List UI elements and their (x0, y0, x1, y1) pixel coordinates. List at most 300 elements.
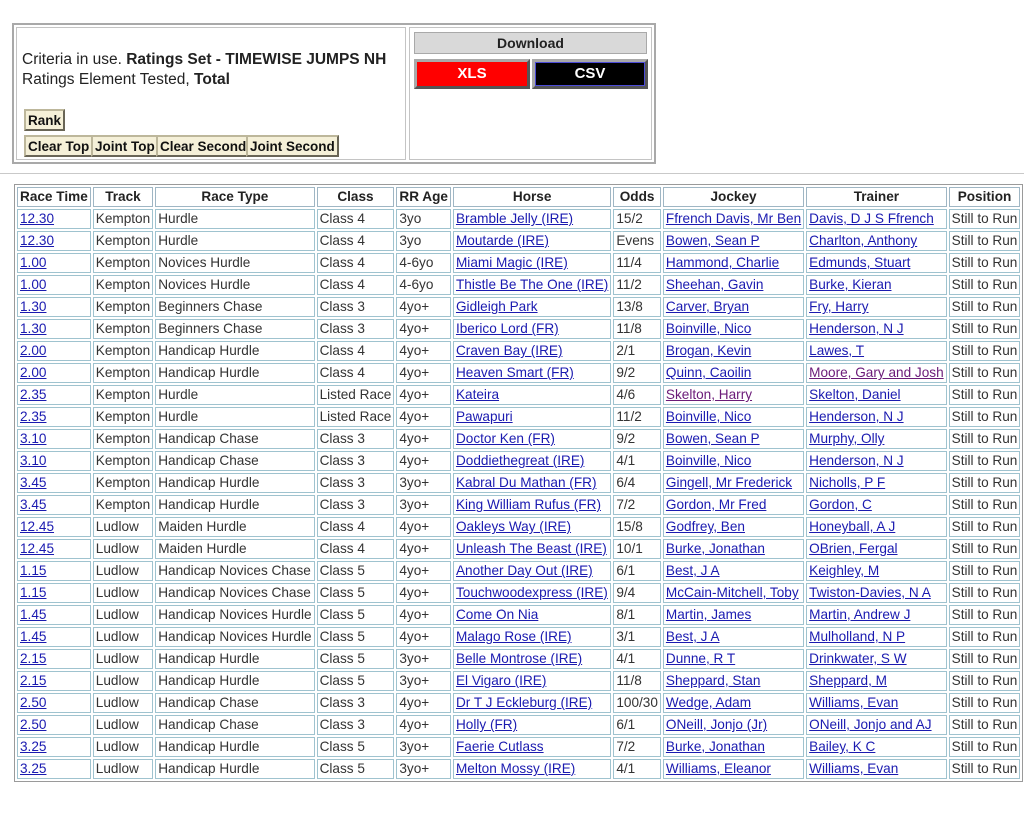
class-cell: Class 4 (317, 517, 395, 537)
jockey-link[interactable]: Sheppard, Stan (665, 673, 761, 688)
table-row (17, 671, 1020, 691)
position-cell: Still to Run (949, 407, 1021, 427)
jockey-link[interactable]: Godfrey, Ben (665, 519, 745, 534)
jockey-cell (663, 627, 804, 647)
race-type-cell: Handicap Hurdle (155, 341, 314, 361)
track-cell: Ludlow (93, 539, 153, 559)
jockey-cell (663, 341, 804, 361)
jockey-link[interactable]: Bowen, Sean P (665, 233, 760, 248)
jockey-link[interactable]: Gordon, Mr Fred (665, 497, 767, 512)
horse-link[interactable]: Come On Nia (455, 607, 539, 622)
jockey-link[interactable]: McCain-Mitchell, Toby (665, 585, 799, 600)
class-cell: Class 3 (317, 319, 395, 339)
horse-cell (453, 693, 611, 713)
class-cell: Class 4 (317, 275, 395, 295)
track-cell: Kempton (93, 495, 153, 515)
race-time-cell (17, 253, 91, 273)
odds-cell: 11/8 (613, 671, 661, 691)
trainer-link[interactable]: ONeill, Jonjo and AJ (809, 717, 932, 732)
race-type-cell: Beginners Chase (155, 319, 314, 339)
race-time-link[interactable]: 2.35 (20, 409, 47, 424)
race-time-cell (17, 561, 91, 581)
race-type-cell: Hurdle (155, 407, 314, 427)
horse-link[interactable]: Thistle Be The One (IRE) (455, 277, 609, 292)
jockey-link[interactable]: Gingell, Mr Frederick (665, 475, 793, 490)
class-cell: Class 3 (317, 451, 395, 471)
trainer-link[interactable]: Fry, Harry (809, 299, 869, 314)
horse-cell (453, 363, 611, 383)
race-time-link[interactable]: 3.45 (20, 475, 47, 490)
race-time-link[interactable]: 3.25 (20, 761, 47, 776)
trainer-link[interactable]: Martin, Andrew J (809, 607, 911, 622)
jockey-cell (663, 209, 804, 229)
jockey-cell (663, 451, 804, 471)
jockey-cell (663, 253, 804, 273)
horse-cell (453, 737, 611, 757)
jockey-link[interactable]: Brogan, Kevin (665, 343, 752, 358)
race-time-cell (17, 605, 91, 625)
jockey-link[interactable]: Dunne, R T (665, 651, 736, 666)
jockey-link[interactable]: Boinville, Nico (665, 409, 752, 424)
criteria-info (16, 27, 406, 160)
race-time-link[interactable]: 3.10 (20, 453, 47, 468)
horse-link[interactable]: Iberico Lord (FR) (455, 321, 559, 336)
horse-cell (453, 319, 611, 339)
odds-cell: 7/2 (613, 737, 661, 757)
table-row (17, 253, 1020, 273)
rr-age-cell: 4yo+ (396, 517, 451, 537)
jockey-link[interactable]: Ffrench Davis, Mr Ben (665, 211, 802, 226)
race-time-link[interactable]: 2.50 (20, 695, 47, 710)
horse-cell (453, 605, 611, 625)
race-time-cell (17, 759, 91, 779)
jockey-link[interactable]: Hammond, Charlie (665, 255, 780, 270)
race-type-cell: Hurdle (155, 385, 314, 405)
track-cell: Ludlow (93, 693, 153, 713)
position-cell: Still to Run (949, 473, 1021, 493)
odds-cell: 6/4 (613, 473, 661, 493)
trainer-cell (806, 737, 947, 757)
jockey-cell (663, 737, 804, 757)
position-cell: Still to Run (949, 297, 1021, 317)
trainer-cell (806, 715, 947, 735)
trainer-link[interactable]: Bailey, K C (809, 739, 876, 754)
race-time-link[interactable]: 12.30 (20, 233, 55, 248)
trainer-cell (806, 297, 947, 317)
track-cell: Ludlow (93, 715, 153, 735)
jockey-cell (663, 275, 804, 295)
rr-age-cell: 3yo+ (396, 737, 451, 757)
race-type-cell: Hurdle (155, 209, 314, 229)
race-time-link[interactable]: 3.10 (20, 431, 47, 446)
race-time-link[interactable]: 12.45 (20, 519, 55, 534)
rr-age-cell: 4-6yo (396, 275, 451, 295)
jockey-cell (663, 715, 804, 735)
race-type-cell: Handicap Hurdle (155, 495, 314, 515)
race-time-cell (17, 583, 91, 603)
race-time-link[interactable]: 1.45 (20, 607, 47, 622)
race-type-cell: Handicap Novices Hurdle (155, 605, 314, 625)
class-cell: Class 3 (317, 473, 395, 493)
trainer-cell (806, 319, 947, 339)
clear-second-button[interactable]: Clear Second (156, 135, 250, 157)
jockey-link[interactable]: Skelton, Harry (665, 387, 753, 402)
trainer-link[interactable]: Nicholls, P F (809, 475, 886, 490)
odds-cell: 100/30 (613, 693, 661, 713)
rr-age-cell: 3yo+ (396, 759, 451, 779)
horse-cell (453, 429, 611, 449)
race-time-link[interactable]: 2.00 (20, 365, 47, 380)
jockey-link[interactable]: Burke, Jonathan (665, 541, 765, 556)
race-time-cell (17, 737, 91, 757)
trainer-cell (806, 253, 947, 273)
trainer-link[interactable]: Williams, Evan (809, 695, 899, 710)
track-cell: Ludlow (93, 737, 153, 757)
track-cell: Kempton (93, 231, 153, 251)
race-time-cell (17, 209, 91, 229)
race-time-link[interactable]: 2.35 (20, 387, 47, 402)
trainer-cell (806, 539, 947, 559)
race-time-cell (17, 539, 91, 559)
jockey-link[interactable]: Boinville, Nico (665, 321, 752, 336)
race-time-link[interactable]: 12.45 (20, 541, 55, 556)
joint-second-button[interactable]: Joint Second (246, 135, 339, 157)
race-time-link[interactable]: 2.15 (20, 651, 47, 666)
class-cell: Class 5 (317, 649, 395, 669)
jockey-cell (663, 385, 804, 405)
class-cell: Class 5 (317, 671, 395, 691)
rr-age-cell: 4-6yo (396, 253, 451, 273)
trainer-link[interactable]: Skelton, Daniel (809, 387, 901, 402)
horse-link[interactable]: Bramble Jelly (IRE) (455, 211, 574, 226)
race-time-link[interactable]: 1.15 (20, 585, 47, 600)
horse-link[interactable]: Gidleigh Park (455, 299, 538, 314)
track-cell: Ludlow (93, 627, 153, 647)
odds-cell: Evens (613, 231, 661, 251)
trainer-link[interactable]: Charlton, Anthony (809, 233, 918, 248)
jockey-link[interactable]: Sheehan, Gavin (665, 277, 764, 292)
race-time-link[interactable]: 1.30 (20, 321, 47, 336)
track-cell: Ludlow (93, 671, 153, 691)
horse-cell (453, 473, 611, 493)
class-cell: Class 3 (317, 297, 395, 317)
table-row (17, 759, 1020, 779)
rr-age-cell: 3yo+ (396, 473, 451, 493)
header-race-time: Race Time (17, 187, 91, 207)
trainer-link[interactable]: Drinkwater, S W (809, 651, 907, 666)
race-time-link[interactable]: 2.50 (20, 717, 47, 732)
horse-link[interactable]: Dr T J Eckleburg (IRE) (455, 695, 593, 710)
table-body (17, 209, 1020, 779)
trainer-link[interactable]: Henderson, N J (809, 321, 904, 336)
odds-cell: 9/2 (613, 429, 661, 449)
position-cell: Still to Run (949, 253, 1021, 273)
position-cell: Still to Run (949, 429, 1021, 449)
trainer-cell (806, 451, 947, 471)
trainer-link[interactable]: Lawes, T (809, 343, 865, 358)
trainer-cell (806, 605, 947, 625)
odds-cell: 13/8 (613, 297, 661, 317)
horse-link[interactable]: Pawapuri (455, 409, 513, 424)
trainer-link[interactable]: Davis, D J S Ffrench (809, 211, 934, 226)
csv-download-button[interactable]: CSV (532, 59, 648, 89)
jockey-cell (663, 649, 804, 669)
race-time-link[interactable]: 1.00 (20, 277, 47, 292)
horse-cell (453, 649, 611, 669)
divider (0, 173, 1024, 174)
trainer-link[interactable]: Mulholland, N P (809, 629, 906, 644)
horse-link[interactable]: Heaven Smart (FR) (455, 365, 574, 380)
odds-cell: 15/8 (613, 517, 661, 537)
position-cell: Still to Run (949, 319, 1021, 339)
horse-link[interactable]: Kateira (455, 387, 500, 402)
track-cell: Kempton (93, 297, 153, 317)
horse-link[interactable]: Faerie Cutlass (455, 739, 544, 754)
table-row (17, 627, 1020, 647)
horse-link[interactable]: Melton Mossy (IRE) (455, 761, 576, 776)
race-type-cell: Handicap Hurdle (155, 737, 314, 757)
position-cell: Still to Run (949, 627, 1021, 647)
track-cell: Ludlow (93, 759, 153, 779)
race-time-link[interactable]: 12.30 (20, 211, 55, 226)
header-position: Position (949, 187, 1021, 207)
jockey-cell (663, 231, 804, 251)
track-cell: Ludlow (93, 561, 153, 581)
jockey-link[interactable]: Best, J A (665, 629, 720, 644)
track-cell: Kempton (93, 429, 153, 449)
horse-link[interactable]: Oakleys Way (IRE) (455, 519, 572, 534)
rr-age-cell: 4yo+ (396, 693, 451, 713)
trainer-link[interactable]: Keighley, M (809, 563, 880, 578)
trainer-cell (806, 693, 947, 713)
jockey-link[interactable]: Martin, James (665, 607, 752, 622)
class-cell: Class 4 (317, 253, 395, 273)
table-row (17, 429, 1020, 449)
jockey-cell (663, 363, 804, 383)
table-row (17, 583, 1020, 603)
rr-age-cell: 4yo+ (396, 363, 451, 383)
horse-cell (453, 583, 611, 603)
header-race-type: Race Type (155, 187, 314, 207)
header-track: Track (93, 187, 153, 207)
table-row (17, 715, 1020, 735)
race-time-link[interactable]: 1.30 (20, 299, 47, 314)
horse-link[interactable]: Doddiethegreat (IRE) (455, 453, 585, 468)
race-time-cell (17, 407, 91, 427)
race-type-cell: Handicap Novices Chase (155, 583, 314, 603)
track-cell: Kempton (93, 341, 153, 361)
track-cell: Ludlow (93, 583, 153, 603)
jockey-link[interactable]: Wedge, Adam (665, 695, 752, 710)
horse-link[interactable]: Belle Montrose (IRE) (455, 651, 583, 666)
race-time-cell (17, 451, 91, 471)
clear-top-button[interactable]: Clear Top (24, 135, 93, 157)
trainer-cell (806, 429, 947, 449)
trainer-cell (806, 209, 947, 229)
trainer-link[interactable]: Twiston-Davies, N A (809, 585, 931, 600)
trainer-link[interactable]: Moore, Gary and Josh (809, 365, 944, 380)
trainer-cell (806, 627, 947, 647)
rr-age-cell: 3yo (396, 209, 451, 229)
horse-link[interactable]: Kabral Du Mathan (FR) (455, 475, 597, 490)
horse-link[interactable]: Craven Bay (IRE) (455, 343, 563, 358)
trainer-cell (806, 407, 947, 427)
criteria-label: Criteria in use. (22, 51, 127, 68)
trainer-link[interactable]: Gordon, C (809, 497, 872, 512)
class-cell: Class 3 (317, 715, 395, 735)
trainer-link[interactable]: Sheppard, M (809, 673, 887, 688)
criteria-panel (12, 23, 656, 164)
horse-link[interactable]: Doctor Ken (FR) (455, 431, 555, 446)
rr-age-cell: 4yo+ (396, 319, 451, 339)
table-row (17, 649, 1020, 669)
rr-age-cell: 4yo+ (396, 561, 451, 581)
race-type-cell: Beginners Chase (155, 297, 314, 317)
trainer-link[interactable]: Burke, Kieran (809, 277, 892, 292)
odds-cell: 9/4 (613, 583, 661, 603)
download-title: Download (414, 32, 647, 54)
track-cell: Ludlow (93, 517, 153, 537)
trainer-link[interactable]: Honeyball, A J (809, 519, 896, 534)
position-cell: Still to Run (949, 605, 1021, 625)
jockey-link[interactable]: ONeill, Jonjo (Jr) (665, 717, 768, 732)
position-cell: Still to Run (949, 209, 1021, 229)
race-time-link[interactable]: 1.15 (20, 563, 47, 578)
trainer-link[interactable]: Murphy, Olly (809, 431, 885, 446)
race-time-cell (17, 231, 91, 251)
race-type-cell: Handicap Novices Chase (155, 561, 314, 581)
jockey-cell (663, 671, 804, 691)
trainer-link[interactable]: Henderson, N J (809, 453, 904, 468)
table-row (17, 231, 1020, 251)
horse-cell (453, 539, 611, 559)
jockey-link[interactable]: Boinville, Nico (665, 453, 752, 468)
horse-link[interactable]: Unleash The Beast (IRE) (455, 541, 607, 556)
table-row (17, 275, 1020, 295)
race-time-cell (17, 275, 91, 295)
horse-link[interactable]: El Vigaro (IRE) (455, 673, 547, 688)
class-cell: Class 4 (317, 539, 395, 559)
trainer-link[interactable]: Williams, Evan (809, 761, 899, 776)
race-time-link[interactable]: 3.45 (20, 497, 47, 512)
horse-cell (453, 495, 611, 515)
odds-cell: 11/8 (613, 319, 661, 339)
horse-link[interactable]: King William Rufus (FR) (455, 497, 601, 512)
race-type-cell: Handicap Hurdle (155, 759, 314, 779)
race-time-cell (17, 385, 91, 405)
position-cell: Still to Run (949, 737, 1021, 757)
track-cell: Ludlow (93, 649, 153, 669)
jockey-link[interactable]: Williams, Eleanor (665, 761, 771, 776)
odds-cell: 8/1 (613, 605, 661, 625)
table-row (17, 407, 1020, 427)
trainer-link[interactable]: Edmunds, Stuart (809, 255, 911, 270)
rr-age-cell: 4yo+ (396, 297, 451, 317)
header-odds: Odds (613, 187, 661, 207)
race-type-cell: Handicap Hurdle (155, 473, 314, 493)
race-time-cell (17, 297, 91, 317)
class-cell: Class 4 (317, 209, 395, 229)
element-label: Ratings Element Tested, (22, 71, 195, 88)
trainer-link[interactable]: OBrien, Fergal (809, 541, 898, 556)
odds-cell: 10/1 (613, 539, 661, 559)
position-cell: Still to Run (949, 517, 1021, 537)
horse-link[interactable]: Holly (FR) (455, 717, 518, 732)
race-type-cell: Handicap Chase (155, 693, 314, 713)
position-cell: Still to Run (949, 385, 1021, 405)
trainer-link[interactable]: Henderson, N J (809, 409, 904, 424)
jockey-cell (663, 297, 804, 317)
horse-cell (453, 561, 611, 581)
rr-age-cell: 4yo+ (396, 583, 451, 603)
odds-cell: 6/1 (613, 715, 661, 735)
horse-link[interactable]: Miami Magic (IRE) (455, 255, 568, 270)
race-time-cell (17, 473, 91, 493)
horse-cell (453, 627, 611, 647)
table-row (17, 495, 1020, 515)
jockey-link[interactable]: Burke, Jonathan (665, 739, 765, 754)
jockey-cell (663, 517, 804, 537)
horse-link[interactable]: Moutarde (IRE) (455, 233, 549, 248)
race-type-cell: Maiden Hurdle (155, 539, 314, 559)
race-time-link[interactable]: 2.15 (20, 673, 47, 688)
header-class: Class (317, 187, 395, 207)
position-cell: Still to Run (949, 649, 1021, 669)
horse-link[interactable]: Another Day Out (IRE) (455, 563, 593, 578)
race-time-link[interactable]: 2.00 (20, 343, 47, 358)
odds-cell: 9/2 (613, 363, 661, 383)
trainer-cell (806, 385, 947, 405)
horse-cell (453, 253, 611, 273)
jockey-link[interactable]: Best, J A (665, 563, 720, 578)
rr-age-cell: 4yo+ (396, 539, 451, 559)
trainer-cell (806, 363, 947, 383)
odds-cell: 7/2 (613, 495, 661, 515)
joint-top-button[interactable]: Joint Top (91, 135, 159, 157)
race-type-cell: Hurdle (155, 231, 314, 251)
odds-cell: 11/4 (613, 253, 661, 273)
jockey-cell (663, 319, 804, 339)
race-type-cell: Novices Hurdle (155, 253, 314, 273)
odds-cell: 4/1 (613, 451, 661, 471)
table-row (17, 363, 1020, 383)
xls-download-button[interactable]: XLS (414, 59, 530, 89)
trainer-cell (806, 517, 947, 537)
rr-age-cell: 4yo+ (396, 605, 451, 625)
class-cell: Class 5 (317, 605, 395, 625)
rr-age-cell: 4yo+ (396, 407, 451, 427)
jockey-link[interactable]: Carver, Bryan (665, 299, 750, 314)
race-time-link[interactable]: 1.00 (20, 255, 47, 270)
position-cell: Still to Run (949, 693, 1021, 713)
class-cell: Class 5 (317, 737, 395, 757)
header-jockey: Jockey (663, 187, 804, 207)
jockey-cell (663, 407, 804, 427)
jockey-link[interactable]: Bowen, Sean P (665, 431, 760, 446)
table-row (17, 451, 1020, 471)
horse-link[interactable]: Touchwoodexpress (IRE) (455, 585, 608, 600)
horse-cell (453, 231, 611, 251)
trainer-cell (806, 231, 947, 251)
race-time-link[interactable]: 3.25 (20, 739, 47, 754)
horse-link[interactable]: Malago Rose (IRE) (455, 629, 572, 644)
rr-age-cell: 4yo+ (396, 627, 451, 647)
race-time-link[interactable]: 1.45 (20, 629, 47, 644)
jockey-link[interactable]: Quinn, Caoilin (665, 365, 752, 380)
rank-button[interactable]: Rank (24, 109, 65, 131)
rr-age-cell: 4yo+ (396, 715, 451, 735)
race-time-cell (17, 649, 91, 669)
